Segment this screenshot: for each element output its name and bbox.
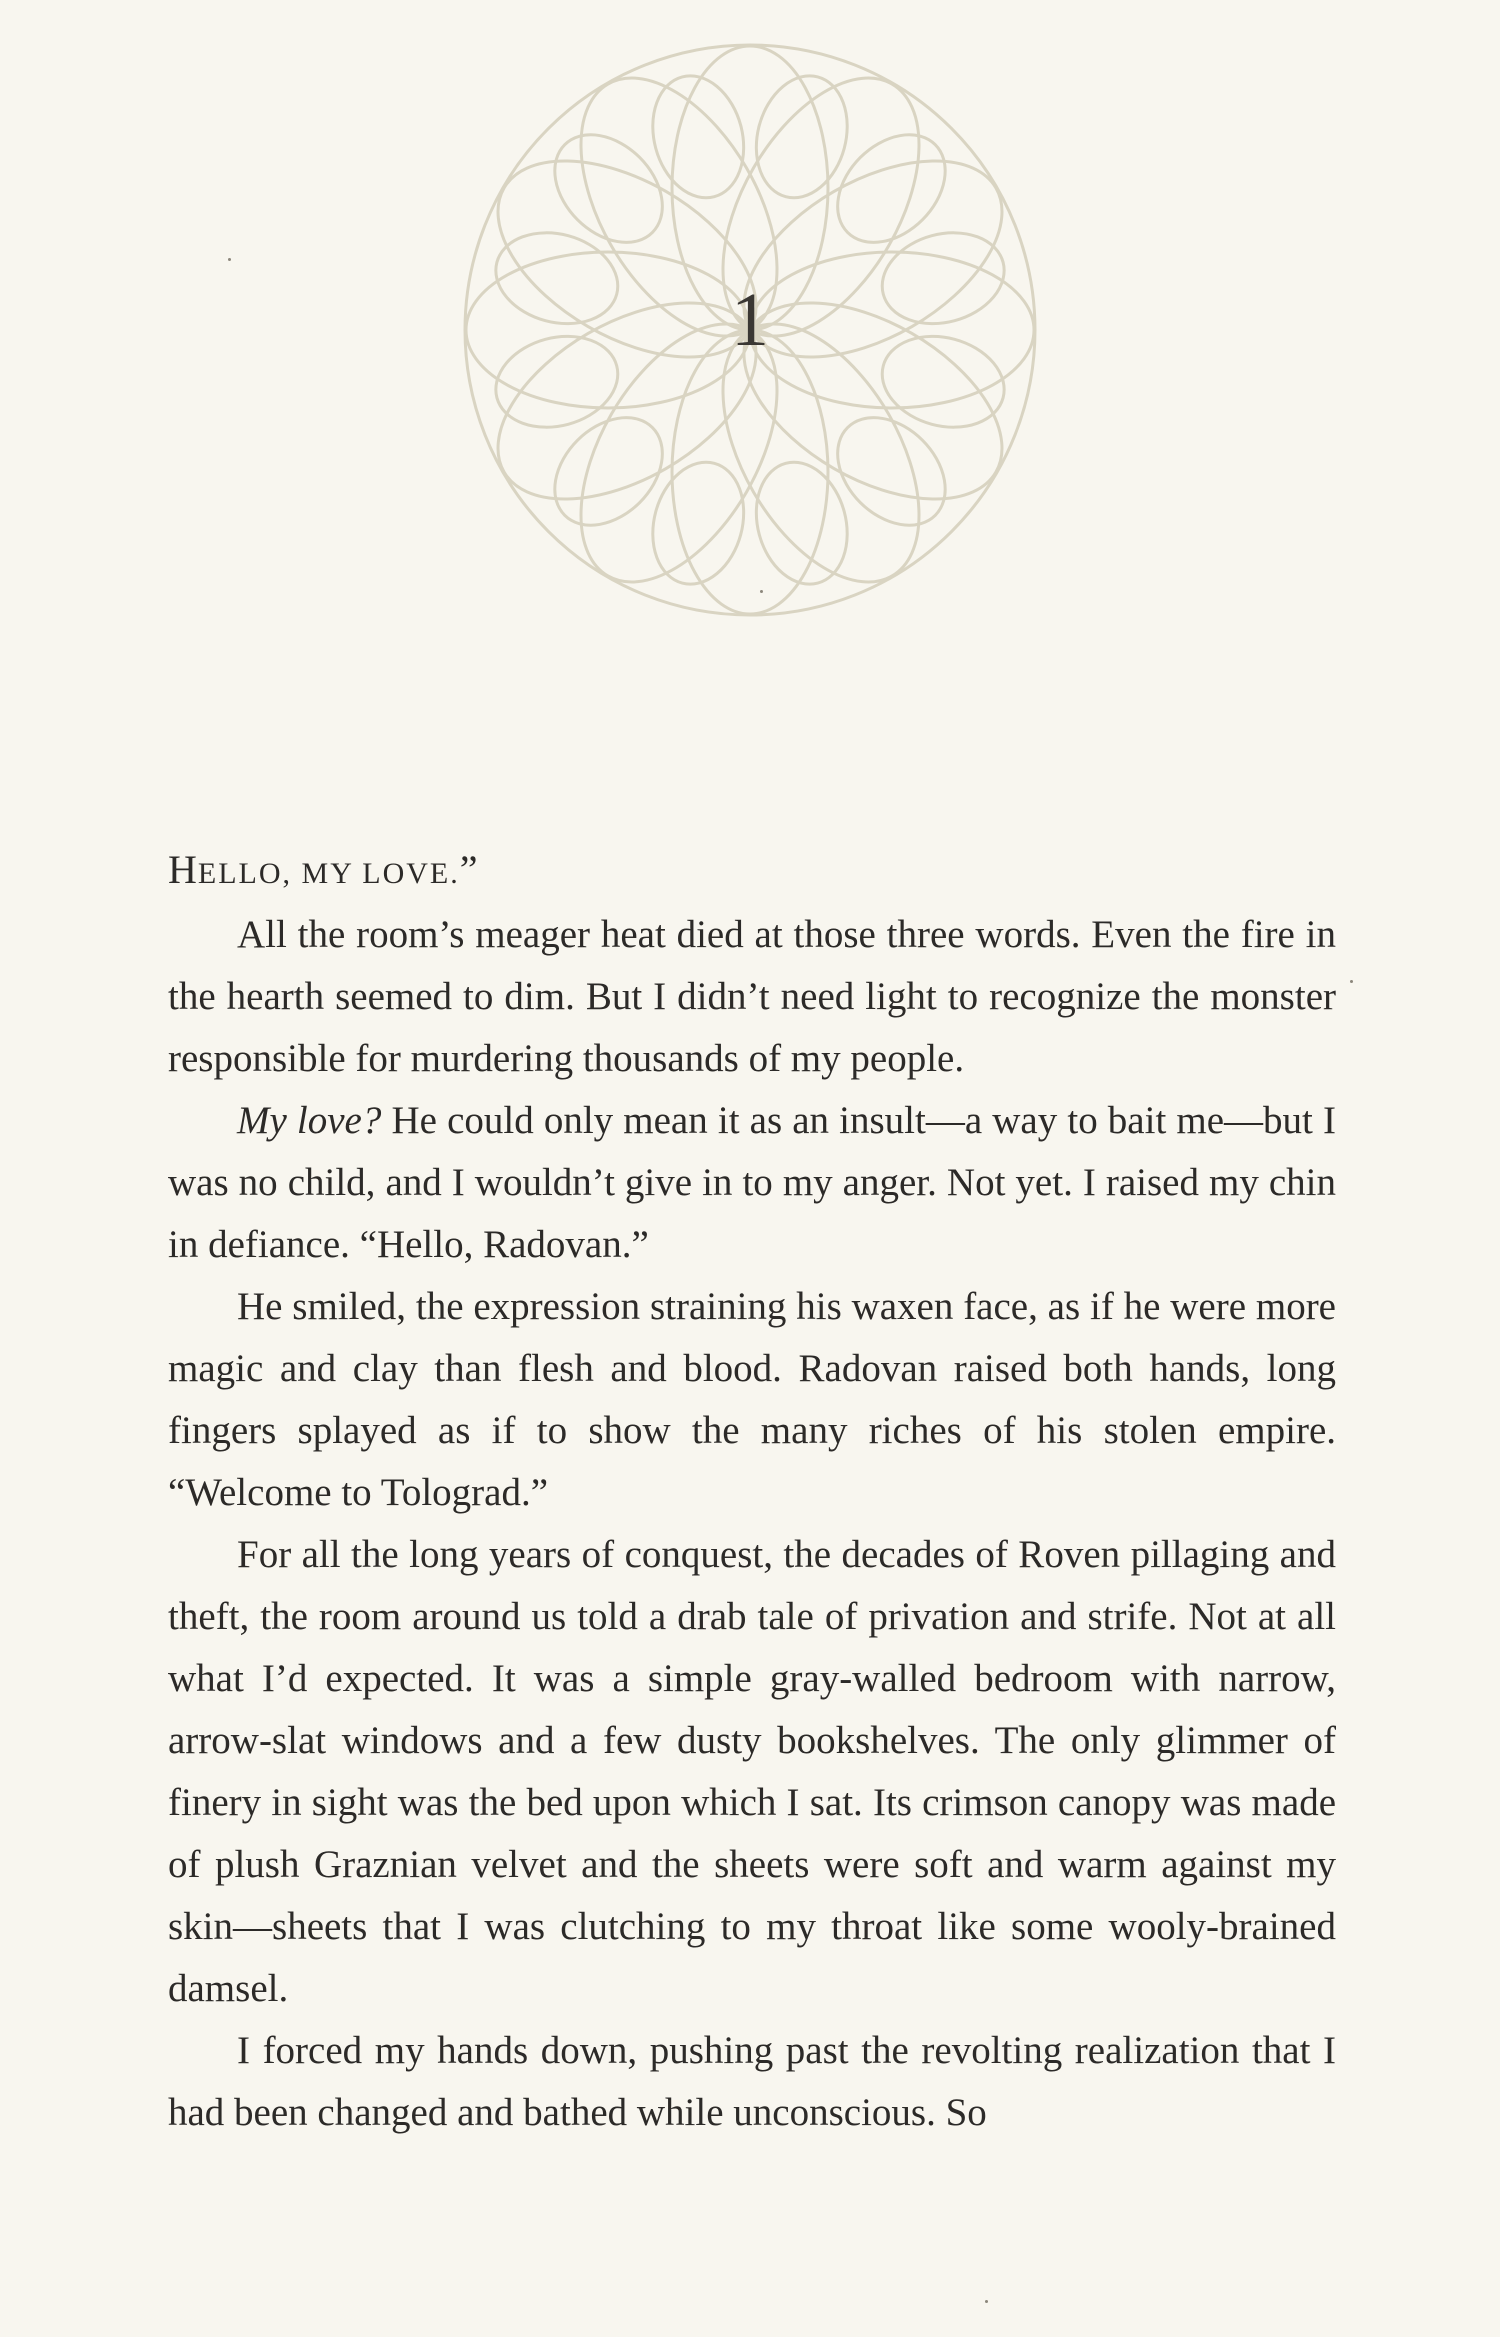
chapter-number: 1 [731,278,769,362]
paragraph: I forced my hands down, pushing past the revolting realization that I had been changed and bathed while unconscious. So [168,2029,1336,2134]
opening-line [168,840,1336,904]
paper-speck [760,590,763,593]
italic-phrase: My love? [237,1099,382,1142]
paper-speck [228,258,231,261]
paragraph: He smiled, the expression straining his waxen face, as if he were more magic and clay than flesh and blood. Radovan raised both hands, long fingers splayed as if to show the many riches of his stolen empire. “Welcome to Tolograd.” [168,1285,1336,1514]
paper-speck [1350,980,1353,983]
opening-smallcaps: ELLO, MY LOVE. [197,857,460,890]
chapter-text [168,840,1336,2144]
paragraph-text: He could only mean it as an insult—a way to bait me—but I was no child, and I wouldn’t give in to my anger. Not yet. I raised my chin in defiance. “Hello, Radovan.” [168,1099,1336,1266]
paragraph: For all the long years of conquest, the decades of Roven pillaging and theft, the room around us told a drab tale of privation and strife. Not at all what I’d expected. It was a simple gray-walled bedroom with narrow, arrow-slat windows and a few dusty bookshelves. The only glimmer of finery in sight was the bed upon which I sat. Its crimson canopy was made of plush Graznian velvet and the sheets were soft and warm against my skin—sheets that I was clutching to my throat like some wooly-brained damsel. [168,1533,1336,2010]
paragraph [168,1090,1336,1276]
paragraph: All the room’s meager heat died at those three words. Even the fire in the hearth seemed to dim. But I didn’t need light to recognize the monster responsible for murdering thousands of my people. [168,913,1336,1080]
opening-quote: ” [459,847,479,892]
chapter-heading [455,30,1045,630]
rosette-petal [672,330,828,614]
opening-capital: H [168,847,198,892]
paper-speck [985,2300,988,2303]
